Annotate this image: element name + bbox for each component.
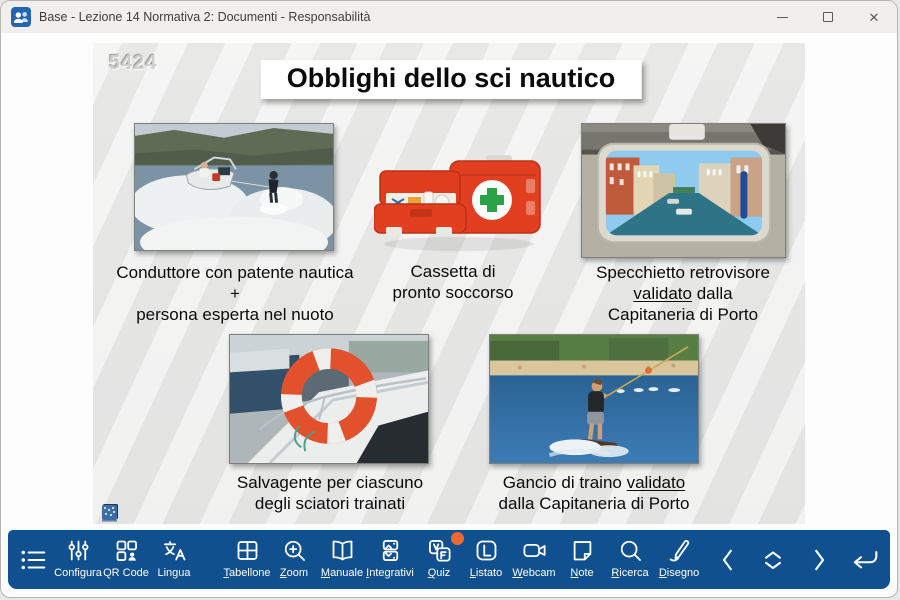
search-icon	[617, 537, 644, 564]
caption-specchietto: Specchietto retrovisore validato dalla Capitaneria di Porto	[596, 263, 770, 324]
toolbar-label: Quiz	[427, 567, 451, 579]
grid-board-icon	[234, 537, 261, 564]
photo-first-aid-kit	[374, 143, 544, 255]
chevrons-up-down-icon	[758, 545, 788, 575]
photo-wakeboarder	[489, 334, 699, 464]
photo-rearview-mirror	[581, 123, 786, 258]
video-camera-icon	[521, 537, 548, 564]
toolbar-button-disegno[interactable]	[648, 534, 710, 588]
toolbar-label: Configura	[54, 567, 102, 579]
minimize-icon	[777, 17, 788, 18]
caption-conduttore: Conduttore con patente nautica + persona esperta nel nuoto	[116, 263, 354, 324]
slide-number: 5424	[109, 52, 158, 74]
slide-title: Obblighi dello sci nautico	[286, 63, 616, 93]
close-button[interactable]	[851, 1, 897, 33]
open-book-icon	[329, 537, 356, 564]
list-menu-icon	[18, 545, 48, 575]
toolbar-label: Manuale	[320, 567, 364, 579]
qr-code-icon	[113, 537, 140, 564]
toolbar-button-lingua[interactable]	[143, 534, 205, 588]
toolbar-label: Disegno	[658, 567, 700, 579]
images-stack-icon	[377, 537, 404, 564]
letter-l-square-icon	[473, 537, 500, 564]
maximize-icon	[823, 12, 833, 22]
toolbar-label: Tabellone	[223, 567, 271, 579]
toolbar-label: Integrativi	[366, 567, 414, 579]
zoom-in-icon	[281, 537, 308, 564]
sliders-icon	[65, 537, 92, 564]
publisher-logo	[101, 503, 119, 522]
nav-next-button[interactable]	[795, 530, 843, 589]
return-arrow-icon	[848, 544, 882, 576]
nav-up-down-button[interactable]	[749, 530, 797, 589]
chevron-left-icon	[714, 545, 742, 575]
nav-previous-button[interactable]	[704, 530, 752, 589]
photo-life-ring	[229, 334, 429, 464]
toolbar-label: QR Code	[103, 567, 149, 579]
true-false-cards-icon	[426, 537, 453, 564]
nav-return-button[interactable]	[841, 530, 889, 589]
pen-draw-icon	[666, 537, 693, 564]
minimize-button[interactable]	[759, 1, 805, 33]
close-icon: ✕	[868, 9, 880, 25]
title-bar	[1, 1, 897, 33]
toolbar-label: Ricerca	[611, 567, 649, 579]
window-title: Base - Lezione 14 Normativa 2: Documenti - Responsabilità	[39, 10, 371, 24]
toolbar-label: Listato	[469, 567, 503, 579]
window-controls	[759, 1, 897, 33]
slide-title-box	[261, 60, 642, 99]
caption-salvagente: Salvagente per ciascuno degli sciatori trainati	[236, 473, 424, 513]
toolbar-label: Webcam	[512, 567, 556, 579]
photo-boat-towing-water-skier	[134, 123, 334, 251]
chevron-right-icon	[805, 545, 833, 575]
caption-gancio: Gancio di traino validato dalla Capitaneria di Porto	[498, 473, 690, 513]
caption-cassetta: Cassetta di pronto soccorso	[392, 262, 514, 302]
note-page-icon	[569, 537, 596, 564]
bottom-toolbar	[8, 530, 890, 589]
toolbar-label: Note	[570, 567, 594, 579]
translate-icon	[161, 537, 188, 564]
lesson-slide	[93, 43, 805, 524]
people-group-icon	[11, 7, 31, 27]
toolbar-label: Lingua	[157, 567, 191, 579]
toolbar-label: Zoom	[279, 567, 309, 579]
maximize-button[interactable]	[805, 1, 851, 33]
